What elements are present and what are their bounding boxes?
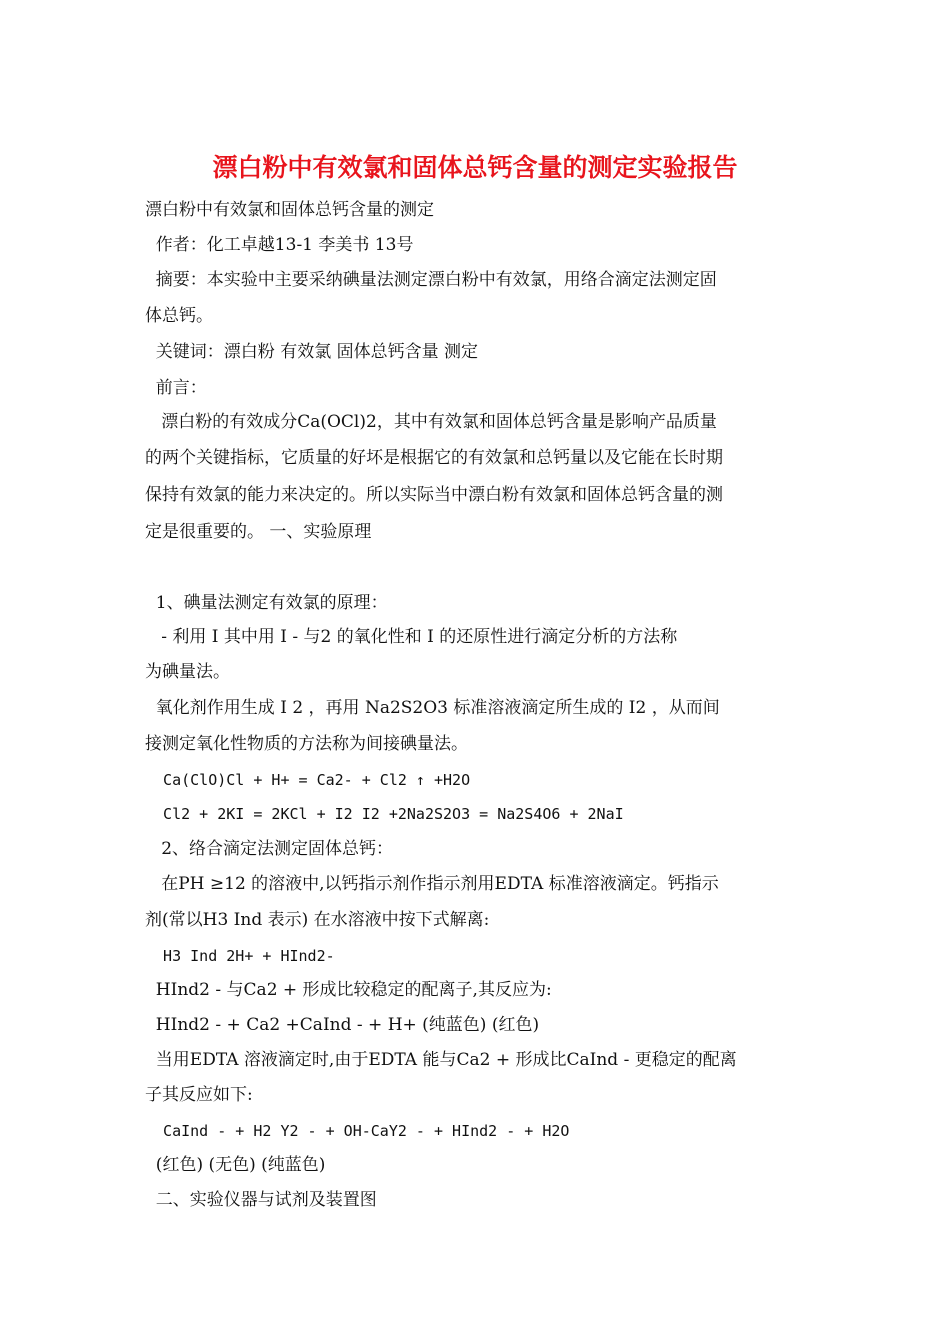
equation-line: H3 Ind 2H+ + HInd2- bbox=[145, 947, 335, 965]
body-line: (红色) (无色) (纯蓝色) bbox=[145, 1155, 326, 1175]
preface-paragraph-line: 保持有效氯的能力来决定的。所以实际当中漂白粉有效氯和固体总钙含量的测 bbox=[145, 485, 723, 505]
body-line: 氧化剂作用生成 I 2 ，再用 Na2S2O3 标准溶液滴定所生成的 I2 ，从而间 bbox=[145, 698, 720, 718]
body-line: 当用EDTA 溶液滴定时,由于EDTA 能与Ca2 + 形成比CaInd - 更稳定的配离 bbox=[145, 1050, 737, 1070]
body-line: 在PH ≥12 的溶液中,以钙指示剂作指示剂用EDTA 标准溶液滴定。钙指示 bbox=[145, 874, 719, 894]
subtitle-line: 漂白粉中有效氯和固体总钙含量的测定 bbox=[145, 200, 434, 220]
body-line: HInd2 - 与Ca2 + 形成比较稳定的配离子,其反应为: bbox=[145, 980, 552, 1000]
equation-line: HInd2 - + Ca2 +CaInd - + H+ (纯蓝色) (红色) bbox=[145, 1015, 540, 1035]
document-title: 漂白粉中有效氯和固体总钙含量的测定实验报告 bbox=[212, 153, 738, 182]
equation-line: Cl2 + 2KI = 2KCl + I2 I2 +2Na2S2O3 = Na2S4O6 + 2NaI bbox=[145, 805, 624, 823]
preface-paragraph-line: 漂白粉的有效成分Ca(OCl)2，其中有效氯和固体总钙含量是影响产品质量 bbox=[145, 412, 717, 432]
body-line: 为碘量法。 bbox=[145, 662, 230, 682]
section-heading: 二、实验仪器与试剂及装置图 bbox=[145, 1190, 377, 1210]
abstract-line: 体总钙。 bbox=[145, 306, 213, 326]
author-line: 作者：化工卓越13-1 李美书 13号 bbox=[145, 235, 414, 255]
body-line: 接测定氧化性物质的方法称为间接碘量法。 bbox=[145, 734, 468, 754]
body-line: 剂(常以H3 Ind 表示) 在水溶液中按下式解离: bbox=[145, 910, 490, 930]
equation-line: Ca(ClO)Cl + H+ = Ca2- + Cl2 ↑ +H2O bbox=[145, 771, 471, 789]
keywords-line: 关键词：漂白粉 有效氯 固体总钙含量 测定 bbox=[145, 342, 479, 362]
preface-paragraph-line: 的两个关键指标，它质量的好坏是根据它的有效氯和总钙量以及它能在长时期 bbox=[145, 448, 723, 468]
body-line: - 利用 I 其中用 I - 与2 的氧化性和 I 的还原性进行滴定分析的方法称 bbox=[145, 627, 678, 647]
preface-heading: 前言： bbox=[145, 378, 207, 398]
preface-paragraph-line: 定是很重要的。 一、实验原理 bbox=[145, 522, 372, 542]
equation-line: CaInd - + H2 Y2 - + OH-CaY2 - + HInd2 - + H2O bbox=[145, 1122, 570, 1140]
body-line: 子其反应如下: bbox=[145, 1085, 253, 1105]
abstract-line: 摘要：本实验中主要采纳碘量法测定漂白粉中有效氯，用络合滴定法测定固 bbox=[145, 270, 717, 290]
section-heading: 2、络合滴定法测定固体总钙： bbox=[145, 839, 394, 859]
section-heading: 1、碘量法测定有效氯的原理： bbox=[145, 593, 388, 613]
